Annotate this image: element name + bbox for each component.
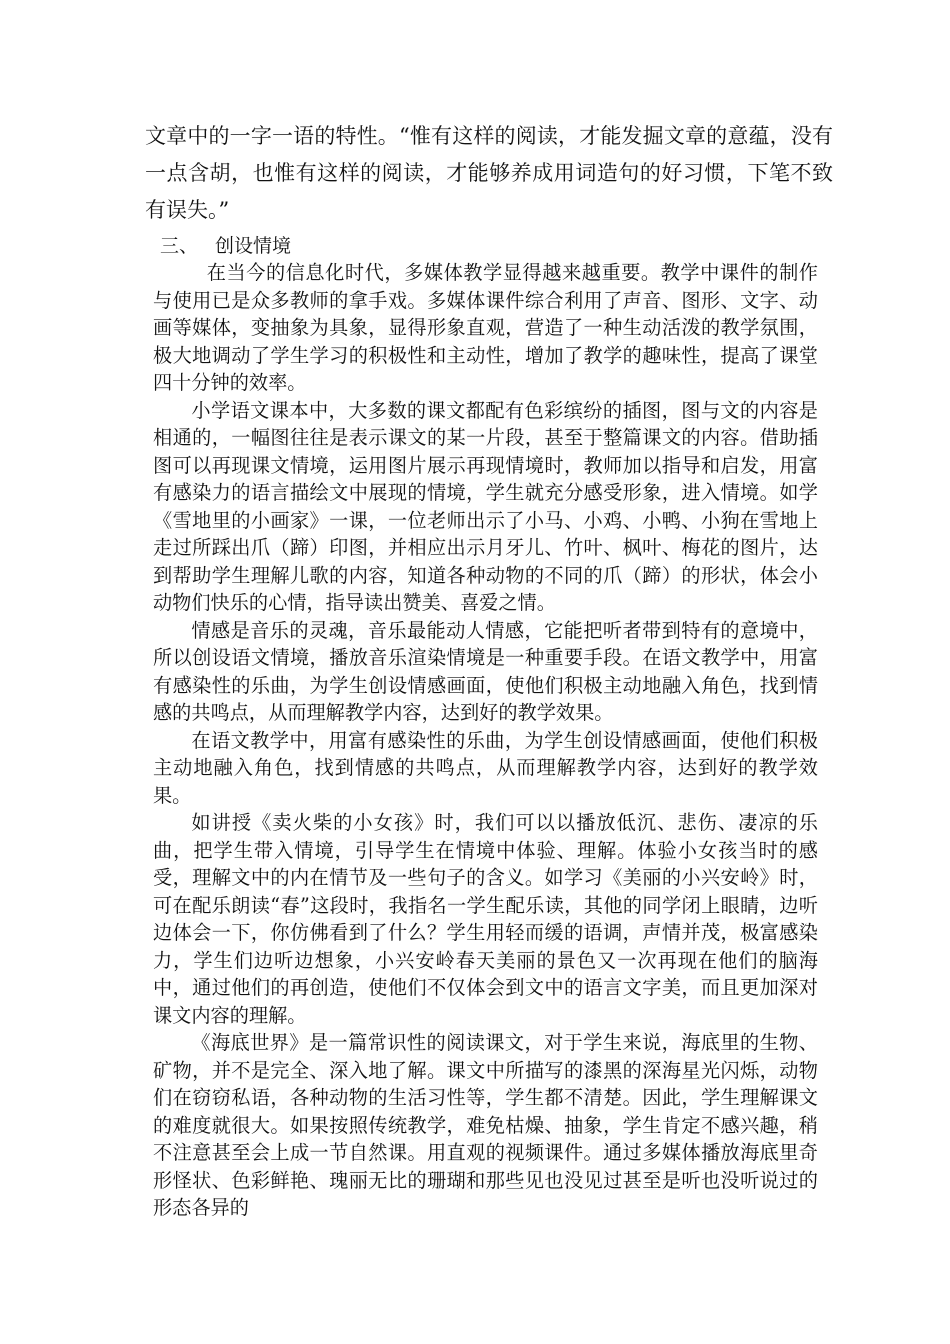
- section-title: 创设情境: [215, 235, 292, 257]
- section-body: [153, 259, 818, 1222]
- paragraph-music-repeat: 在语文教学中，用富有感染性的乐曲，为学生创设情感画面，使他们积极主动地融入角色，找到情感的共鸣点，从而理解教学内容，达到好的教学效果。: [153, 728, 818, 807]
- paragraph-examples: 如讲授《卖火柴的小女孩》时，我们可以以播放低沉、悲伤、凄凉的乐曲，把学生带入情境，引导学生在情境中体验、理解。体验小女孩当时的感受，理解文中的内在情节及一些句子的含义。如学习《美丽的小兴安岭》时，可在配乐朗读“春”这段时，我指名一学生配乐读，其他的同学闭上眼睛，边听边体会一下，你仿佛看到了什么？学生用轻而缓的语调，声情并茂，极富感染力，学生们边听边想象，小兴安岭春天美丽的景色又一次再现在他们的脑海中，通过他们的再创造，使他们不仅体会到文中的语言文字美，而且更加深对课文内容的理解。: [153, 811, 818, 1027]
- paragraph-illustrations: 小学语文课本中，大多数的课文都配有色彩缤纷的插图，图与文的内容是相通的，一幅图往往是表示课文的某一片段，甚至于整篇课文的内容。借助插图可以再现课文情境，运用图片展示再现情境时，教师加以指导和启发，用富有感染力的语言描绘文中展现的情境，学生就充分感受形象，进入情境。如学《雪地里的小画家》一课，一位老师出示了小马、小鸡、小鸭、小狗在雪地上走过所踩出爪（蹄）印图，并相应出示月牙儿、竹叶、枫叶、梅花的图片，达到帮助学生理解儿歌的内容，知道各种动物的不同的爪（蹄）的形状，体会小动物们快乐的心情，指导读出赞美、喜爱之情。: [153, 398, 818, 614]
- paragraph-multimedia: 在当今的信息化时代，多媒体教学显得越来越重要。教学中课件的制作与使用已是众多教师的拿手戏。多媒体课件综合利用了声音、图形、文字、动画等媒体，变抽象为具象，显得形象直观，营造了一种生动活泼的教学氛围，极大地调动了学生学习的积极性和主动性，增加了教学的趣味性，提高了课堂四十分钟的效率。: [153, 261, 818, 394]
- paragraph-undersea-world: 《海底世界》是一篇常识性的阅读课文，对于学生来说，海底里的生物、矿物，并不是完全、深入地了解。课文中所描写的漆黑的深海星光闪烁，动物们在窃窃私语，各种动物的生活习性等，学生都不清楚。因此，学生理解课文的难度就很大。如果按照传统教学，难免枯燥、抽象，学生肯定不感兴趣，稍不注意甚至会上成一节自然课。用直观的视频课件。通过多媒体播放海底里奇形怪状、色彩鲜艳、瑰丽无比的珊瑚和那些见也没见过甚至是听也没听说过的形态各异的: [153, 1031, 818, 1219]
- section-number: 三、: [160, 235, 199, 257]
- paragraph-music: 情感是音乐的灵魂，音乐最能动人情感，它能把听者带到特有的意境中，所以创设语文情境，播放音乐渲染情境是一种重要手段。在语文教学中，用富有感染性的乐曲，为学生创设情感画面，使他们积极主动地融入角色，找到情感的共鸣点，从而理解教学内容，达到好的教学效果。: [153, 618, 818, 724]
- section-heading: [160, 232, 291, 260]
- intro-paragraph: 文章中的一字一语的特性。“惟有这样的阅读，才能发掘文章的意蕴，没有一点含胡，也惟有这样的阅读，才能够养成用词造句的好习惯，下笔不致有误失。”: [145, 124, 833, 222]
